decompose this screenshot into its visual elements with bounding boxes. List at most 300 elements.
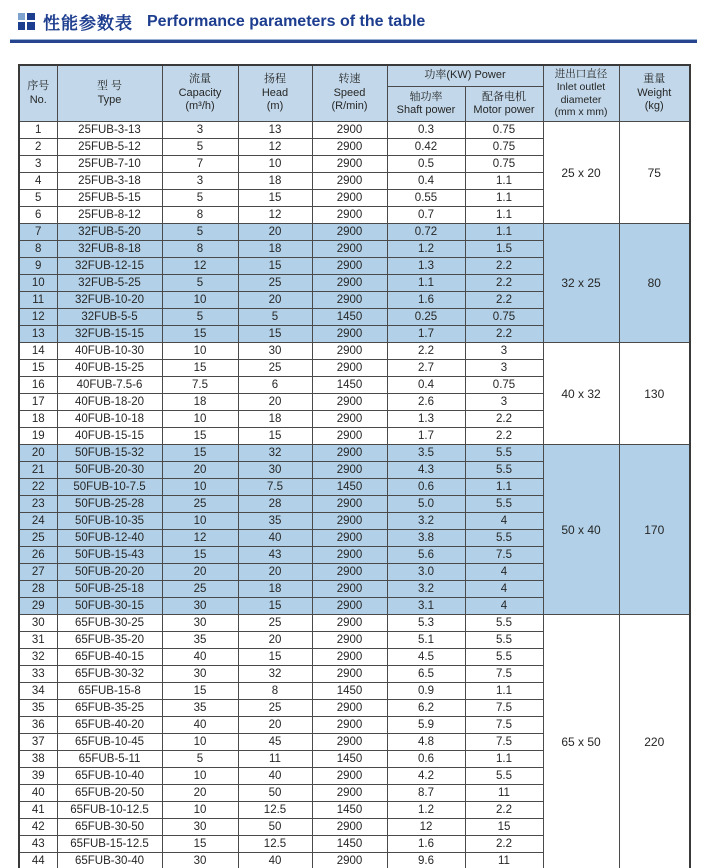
cell-speed: 1450 (312, 479, 387, 496)
cell-capacity: 5 (162, 224, 238, 241)
cell-type: 65FUB-5-11 (57, 751, 162, 768)
cell-head: 50 (238, 819, 312, 836)
cell-capacity: 18 (162, 394, 238, 411)
table-row (19, 445, 690, 462)
cell-motor-power: 5.5 (465, 462, 543, 479)
cell-head: 13 (238, 122, 312, 139)
cell-speed: 2900 (312, 530, 387, 547)
cell-motor-power: 7.5 (465, 717, 543, 734)
cell-motor-power: 7.5 (465, 666, 543, 683)
cell-capacity: 15 (162, 836, 238, 853)
cell-type: 25FUB-5-15 (57, 190, 162, 207)
cell-shaft-power: 2.7 (387, 360, 465, 377)
cell-head: 43 (238, 547, 312, 564)
cell-motor-power: 1.1 (465, 173, 543, 190)
cell-head: 40 (238, 853, 312, 868)
cell-shaft-power: 0.4 (387, 173, 465, 190)
cell-speed: 2900 (312, 207, 387, 224)
cell-capacity: 5 (162, 309, 238, 326)
cell-inlet-outlet-diameter: 32 x 25 (543, 224, 619, 343)
cell-head: 18 (238, 581, 312, 598)
cell-shaft-power: 5.6 (387, 547, 465, 564)
cell-motor-power: 1.1 (465, 479, 543, 496)
table-row (19, 122, 690, 139)
col-header-speed: 转速 Speed (R/min) (312, 65, 387, 122)
cell-type: 25FUB-5-12 (57, 139, 162, 156)
cell-no: 28 (19, 581, 57, 598)
cell-motor-power: 5.5 (465, 632, 543, 649)
cell-motor-power: 0.75 (465, 122, 543, 139)
cell-weight: 80 (619, 224, 690, 343)
cell-motor-power: 5.5 (465, 445, 543, 462)
cell-type: 50FUB-30-15 (57, 598, 162, 615)
cell-speed: 2900 (312, 785, 387, 802)
cell-capacity: 10 (162, 292, 238, 309)
cell-type: 25FUB-3-13 (57, 122, 162, 139)
cell-type: 25FUB-7-10 (57, 156, 162, 173)
table-row (19, 224, 690, 241)
cell-shaft-power: 5.3 (387, 615, 465, 632)
cell-speed: 2900 (312, 598, 387, 615)
cell-motor-power: 1.1 (465, 751, 543, 768)
cell-speed: 2900 (312, 292, 387, 309)
cell-head: 15 (238, 428, 312, 445)
cell-head: 25 (238, 275, 312, 292)
cell-weight: 75 (619, 122, 690, 224)
cell-type: 50FUB-20-20 (57, 564, 162, 581)
cell-type: 65FUB-35-25 (57, 700, 162, 717)
cell-capacity: 10 (162, 513, 238, 530)
cell-motor-power: 4 (465, 598, 543, 615)
cell-speed: 1450 (312, 751, 387, 768)
cell-capacity: 25 (162, 581, 238, 598)
cell-speed: 2900 (312, 564, 387, 581)
cell-motor-power: 11 (465, 853, 543, 868)
cell-inlet-outlet-diameter: 25 x 20 (543, 122, 619, 224)
cell-type: 65FUB-30-25 (57, 615, 162, 632)
cell-shaft-power: 1.7 (387, 326, 465, 343)
cell-capacity: 15 (162, 445, 238, 462)
cell-head: 12.5 (238, 836, 312, 853)
cell-shaft-power: 3.5 (387, 445, 465, 462)
cell-capacity: 20 (162, 462, 238, 479)
cell-no: 15 (19, 360, 57, 377)
cell-shaft-power: 1.2 (387, 802, 465, 819)
cell-capacity: 30 (162, 615, 238, 632)
cell-speed: 2900 (312, 139, 387, 156)
cell-shaft-power: 12 (387, 819, 465, 836)
cell-motor-power: 4 (465, 513, 543, 530)
cell-type: 65FUB-15-12.5 (57, 836, 162, 853)
cell-motor-power: 11 (465, 785, 543, 802)
cell-head: 32 (238, 445, 312, 462)
cell-inlet-outlet-diameter: 65 x 50 (543, 615, 619, 868)
cell-type: 40FUB-10-18 (57, 411, 162, 428)
cell-motor-power: 1.1 (465, 683, 543, 700)
cell-shaft-power: 8.7 (387, 785, 465, 802)
cell-capacity: 5 (162, 275, 238, 292)
cell-head: 30 (238, 343, 312, 360)
cell-motor-power: 5.5 (465, 649, 543, 666)
cell-head: 20 (238, 224, 312, 241)
cell-type: 50FUB-10-35 (57, 513, 162, 530)
cell-capacity: 35 (162, 632, 238, 649)
cell-capacity: 30 (162, 666, 238, 683)
cell-type: 65FUB-35-20 (57, 632, 162, 649)
cell-no: 25 (19, 530, 57, 547)
cell-type: 65FUB-40-20 (57, 717, 162, 734)
cell-type: 50FUB-25-18 (57, 581, 162, 598)
cell-capacity: 3 (162, 173, 238, 190)
page-header (0, 0, 707, 34)
title-divider (10, 39, 697, 43)
cell-shaft-power: 5.0 (387, 496, 465, 513)
cell-head: 15 (238, 649, 312, 666)
cell-type: 65FUB-10-40 (57, 768, 162, 785)
cell-speed: 2900 (312, 717, 387, 734)
cell-capacity: 3 (162, 122, 238, 139)
cell-motor-power: 3 (465, 360, 543, 377)
cell-shaft-power: 0.6 (387, 751, 465, 768)
cell-no: 5 (19, 190, 57, 207)
cell-type: 65FUB-30-50 (57, 819, 162, 836)
cell-motor-power: 1.1 (465, 224, 543, 241)
cell-head: 15 (238, 326, 312, 343)
cell-no: 21 (19, 462, 57, 479)
cell-motor-power: 2.2 (465, 802, 543, 819)
cell-speed: 2900 (312, 428, 387, 445)
cell-motor-power: 2.2 (465, 326, 543, 343)
grid-squares-icon (18, 13, 35, 30)
cell-head: 20 (238, 717, 312, 734)
cell-no: 31 (19, 632, 57, 649)
cell-capacity: 15 (162, 326, 238, 343)
cell-capacity: 10 (162, 768, 238, 785)
cell-shaft-power: 6.2 (387, 700, 465, 717)
table-row (19, 615, 690, 632)
cell-capacity: 10 (162, 343, 238, 360)
cell-capacity: 12 (162, 258, 238, 275)
col-header-type: 型 号 Type (57, 65, 162, 122)
cell-no: 14 (19, 343, 57, 360)
cell-capacity: 15 (162, 428, 238, 445)
cell-motor-power: 7.5 (465, 547, 543, 564)
cell-no: 6 (19, 207, 57, 224)
cell-speed: 2900 (312, 768, 387, 785)
cell-no: 41 (19, 802, 57, 819)
cell-head: 10 (238, 156, 312, 173)
cell-capacity: 7.5 (162, 377, 238, 394)
col-header-head: 扬程 Head (m) (238, 65, 312, 122)
cell-no: 20 (19, 445, 57, 462)
cell-head: 20 (238, 394, 312, 411)
cell-head: 6 (238, 377, 312, 394)
cell-shaft-power: 1.3 (387, 411, 465, 428)
table-header (19, 65, 690, 122)
cell-speed: 2900 (312, 445, 387, 462)
cell-no: 44 (19, 853, 57, 868)
cell-head: 25 (238, 700, 312, 717)
cell-speed: 1450 (312, 309, 387, 326)
cell-no: 16 (19, 377, 57, 394)
cell-speed: 2900 (312, 173, 387, 190)
cell-shaft-power: 0.25 (387, 309, 465, 326)
cell-head: 25 (238, 615, 312, 632)
col-header-capacity: 流量 Capacity (m³/h) (162, 65, 238, 122)
cell-head: 15 (238, 598, 312, 615)
cell-no: 30 (19, 615, 57, 632)
cell-no: 3 (19, 156, 57, 173)
cell-capacity: 8 (162, 241, 238, 258)
cell-type: 25FUB-3-18 (57, 173, 162, 190)
cell-motor-power: 1.5 (465, 241, 543, 258)
cell-no: 36 (19, 717, 57, 734)
cell-type: 50FUB-12-40 (57, 530, 162, 547)
cell-type: 32FUB-10-20 (57, 292, 162, 309)
cell-shaft-power: 5.1 (387, 632, 465, 649)
cell-motor-power: 2.2 (465, 258, 543, 275)
cell-no: 38 (19, 751, 57, 768)
col-header-no: 序号 No. (19, 65, 57, 122)
cell-type: 50FUB-15-32 (57, 445, 162, 462)
cell-motor-power: 0.75 (465, 139, 543, 156)
cell-speed: 2900 (312, 700, 387, 717)
cell-type: 50FUB-20-30 (57, 462, 162, 479)
cell-head: 25 (238, 360, 312, 377)
cell-shaft-power: 1.6 (387, 836, 465, 853)
cell-type: 65FUB-15-8 (57, 683, 162, 700)
cell-type: 25FUB-8-12 (57, 207, 162, 224)
cell-inlet-outlet-diameter: 50 x 40 (543, 445, 619, 615)
cell-head: 50 (238, 785, 312, 802)
cell-no: 2 (19, 139, 57, 156)
cell-head: 40 (238, 530, 312, 547)
cell-speed: 2900 (312, 122, 387, 139)
cell-motor-power: 3 (465, 343, 543, 360)
cell-head: 35 (238, 513, 312, 530)
col-header-power-group: 功率(KW) Power (387, 65, 543, 86)
col-header-inlet-outlet-diameter: 进出口直径 Inlet outlet diameter (mm x mm) (543, 65, 619, 122)
cell-capacity: 5 (162, 139, 238, 156)
cell-no: 18 (19, 411, 57, 428)
cell-motor-power: 0.75 (465, 309, 543, 326)
cell-speed: 2900 (312, 734, 387, 751)
cell-type: 50FUB-10-7.5 (57, 479, 162, 496)
cell-type: 50FUB-15-43 (57, 547, 162, 564)
cell-capacity: 30 (162, 853, 238, 868)
cell-type: 65FUB-30-40 (57, 853, 162, 868)
cell-speed: 2900 (312, 853, 387, 868)
cell-shaft-power: 1.2 (387, 241, 465, 258)
cell-no: 33 (19, 666, 57, 683)
cell-no: 24 (19, 513, 57, 530)
cell-type: 65FUB-10-45 (57, 734, 162, 751)
cell-shaft-power: 1.7 (387, 428, 465, 445)
col-header-shaft-power: 轴功率 Shaft power (387, 86, 465, 122)
cell-no: 39 (19, 768, 57, 785)
cell-head: 15 (238, 258, 312, 275)
cell-no: 42 (19, 819, 57, 836)
cell-capacity: 20 (162, 785, 238, 802)
cell-motor-power: 0.75 (465, 377, 543, 394)
cell-speed: 2900 (312, 819, 387, 836)
cell-speed: 2900 (312, 462, 387, 479)
cell-shaft-power: 6.5 (387, 666, 465, 683)
cell-motor-power: 4 (465, 564, 543, 581)
cell-motor-power: 5.5 (465, 530, 543, 547)
cell-type: 32FUB-5-25 (57, 275, 162, 292)
cell-no: 29 (19, 598, 57, 615)
cell-head: 20 (238, 292, 312, 309)
cell-capacity: 10 (162, 411, 238, 428)
col-header-weight: 重量 Weight (kg) (619, 65, 690, 122)
cell-shaft-power: 3.0 (387, 564, 465, 581)
cell-shaft-power: 2.2 (387, 343, 465, 360)
cell-capacity: 15 (162, 360, 238, 377)
cell-shaft-power: 3.1 (387, 598, 465, 615)
cell-shaft-power: 0.7 (387, 207, 465, 224)
cell-type: 32FUB-15-15 (57, 326, 162, 343)
cell-speed: 2900 (312, 632, 387, 649)
cell-speed: 1450 (312, 683, 387, 700)
cell-head: 11 (238, 751, 312, 768)
cell-head: 5 (238, 309, 312, 326)
cell-motor-power: 2.2 (465, 428, 543, 445)
cell-shaft-power: 3.2 (387, 581, 465, 598)
cell-no: 10 (19, 275, 57, 292)
cell-shaft-power: 2.6 (387, 394, 465, 411)
cell-weight: 130 (619, 343, 690, 445)
cell-shaft-power: 1.3 (387, 258, 465, 275)
cell-capacity: 8 (162, 207, 238, 224)
cell-speed: 1450 (312, 377, 387, 394)
cell-speed: 2900 (312, 666, 387, 683)
cell-shaft-power: 9.6 (387, 853, 465, 868)
cell-speed: 2900 (312, 224, 387, 241)
cell-shaft-power: 4.3 (387, 462, 465, 479)
cell-type: 32FUB-8-18 (57, 241, 162, 258)
cell-speed: 2900 (312, 343, 387, 360)
cell-head: 18 (238, 173, 312, 190)
cell-motor-power: 5.5 (465, 615, 543, 632)
cell-speed: 2900 (312, 411, 387, 428)
cell-head: 32 (238, 666, 312, 683)
cell-speed: 2900 (312, 496, 387, 513)
performance-parameters-table (18, 64, 691, 868)
cell-weight: 170 (619, 445, 690, 615)
cell-no: 37 (19, 734, 57, 751)
cell-no: 13 (19, 326, 57, 343)
page-title-zh: 性能参数表 (43, 14, 133, 33)
cell-capacity: 15 (162, 683, 238, 700)
cell-head: 12 (238, 207, 312, 224)
cell-capacity: 25 (162, 496, 238, 513)
cell-motor-power: 7.5 (465, 700, 543, 717)
cell-motor-power: 7.5 (465, 734, 543, 751)
cell-head: 28 (238, 496, 312, 513)
cell-shaft-power: 5.9 (387, 717, 465, 734)
cell-head: 12 (238, 139, 312, 156)
cell-weight: 220 (619, 615, 690, 868)
cell-head: 20 (238, 632, 312, 649)
cell-capacity: 40 (162, 717, 238, 734)
cell-capacity: 15 (162, 547, 238, 564)
cell-motor-power: 3 (465, 394, 543, 411)
cell-type: 40FUB-18-20 (57, 394, 162, 411)
table-row (19, 343, 690, 360)
cell-no: 43 (19, 836, 57, 853)
cell-no: 19 (19, 428, 57, 445)
cell-shaft-power: 0.5 (387, 156, 465, 173)
cell-speed: 2900 (312, 615, 387, 632)
cell-no: 7 (19, 224, 57, 241)
cell-type: 32FUB-5-20 (57, 224, 162, 241)
table-body (19, 122, 690, 868)
cell-no: 40 (19, 785, 57, 802)
cell-head: 30 (238, 462, 312, 479)
cell-shaft-power: 1.1 (387, 275, 465, 292)
cell-speed: 2900 (312, 394, 387, 411)
cell-speed: 1450 (312, 802, 387, 819)
cell-motor-power: 5.5 (465, 496, 543, 513)
cell-shaft-power: 0.55 (387, 190, 465, 207)
cell-head: 8 (238, 683, 312, 700)
cell-type: 32FUB-5-5 (57, 309, 162, 326)
cell-type: 65FUB-40-15 (57, 649, 162, 666)
cell-speed: 2900 (312, 190, 387, 207)
cell-motor-power: 2.2 (465, 292, 543, 309)
cell-no: 35 (19, 700, 57, 717)
cell-no: 12 (19, 309, 57, 326)
cell-capacity: 10 (162, 479, 238, 496)
cell-head: 15 (238, 190, 312, 207)
cell-motor-power: 15 (465, 819, 543, 836)
cell-type: 65FUB-20-50 (57, 785, 162, 802)
cell-capacity: 35 (162, 700, 238, 717)
cell-type: 50FUB-25-28 (57, 496, 162, 513)
cell-motor-power: 4 (465, 581, 543, 598)
cell-shaft-power: 0.42 (387, 139, 465, 156)
cell-no: 17 (19, 394, 57, 411)
cell-speed: 1450 (312, 836, 387, 853)
cell-capacity: 5 (162, 190, 238, 207)
cell-type: 32FUB-12-15 (57, 258, 162, 275)
cell-shaft-power: 0.3 (387, 122, 465, 139)
cell-capacity: 30 (162, 819, 238, 836)
cell-speed: 2900 (312, 360, 387, 377)
cell-type: 40FUB-15-15 (57, 428, 162, 445)
cell-capacity: 40 (162, 649, 238, 666)
cell-shaft-power: 3.8 (387, 530, 465, 547)
cell-type: 65FUB-10-12.5 (57, 802, 162, 819)
cell-speed: 2900 (312, 547, 387, 564)
cell-shaft-power: 0.6 (387, 479, 465, 496)
cell-speed: 2900 (312, 581, 387, 598)
cell-no: 8 (19, 241, 57, 258)
cell-speed: 2900 (312, 326, 387, 343)
cell-type: 65FUB-30-32 (57, 666, 162, 683)
cell-motor-power: 1.1 (465, 190, 543, 207)
cell-no: 23 (19, 496, 57, 513)
cell-no: 22 (19, 479, 57, 496)
cell-speed: 2900 (312, 275, 387, 292)
col-header-motor-power: 配备电机 Motor power (465, 86, 543, 122)
cell-head: 18 (238, 241, 312, 258)
cell-shaft-power: 4.5 (387, 649, 465, 666)
cell-motor-power: 5.5 (465, 768, 543, 785)
cell-head: 20 (238, 564, 312, 581)
cell-no: 11 (19, 292, 57, 309)
